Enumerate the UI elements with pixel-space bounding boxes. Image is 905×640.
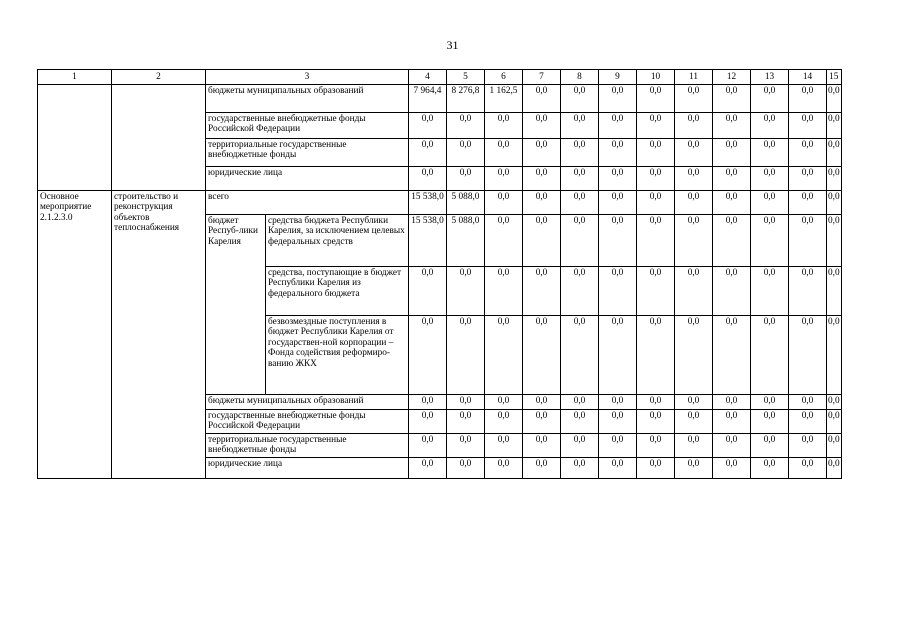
column-header: 8: [561, 70, 599, 85]
value-cell: 0,0: [637, 267, 675, 316]
value-cell: 0,0: [713, 85, 751, 113]
value-cell: 0,0: [789, 434, 827, 458]
column-header: 6: [485, 70, 523, 85]
value-cell: 0,0: [409, 267, 447, 316]
value-cell: 0,0: [675, 167, 713, 191]
value-cell: 0,0: [637, 85, 675, 113]
value-cell: 0,0: [599, 434, 637, 458]
value-cell: 0,0: [409, 113, 447, 139]
column-header: 7: [523, 70, 561, 85]
value-cell: 0,0: [827, 316, 842, 395]
value-cell: 0,0: [523, 458, 561, 479]
empty-cell: [38, 85, 112, 191]
source-label: государственные внебюджетные фонды Российской Федерации: [206, 113, 409, 139]
value-cell: 0,0: [561, 215, 599, 267]
value-cell: 0,0: [675, 395, 713, 410]
value-cell: 0,0: [675, 191, 713, 215]
value-cell: 0,0: [827, 267, 842, 316]
value-cell: 0,0: [523, 85, 561, 113]
value-cell: 0,0: [789, 113, 827, 139]
value-cell: 0,0: [789, 267, 827, 316]
source-label: юридические лица: [206, 167, 409, 191]
value-cell: 0,0: [675, 215, 713, 267]
value-cell: 0,0: [523, 167, 561, 191]
value-cell: 0,0: [789, 410, 827, 434]
value-cell: 0,0: [447, 395, 485, 410]
value-cell: 5 088,0: [447, 191, 485, 215]
value-cell: 0,0: [599, 85, 637, 113]
value-cell: 0,0: [789, 85, 827, 113]
source-label: территориальные государственные внебюджетные фонды: [206, 139, 409, 167]
page-number: 31: [446, 38, 459, 52]
value-cell: 0,0: [523, 113, 561, 139]
source-label: средства, поступающие в бюджет Республики Карелия из федерального бюджета: [266, 267, 409, 316]
value-cell: 0,0: [599, 191, 637, 215]
value-cell: 0,0: [789, 139, 827, 167]
value-cell: 0,0: [599, 113, 637, 139]
value-cell: 15 538,0: [409, 191, 447, 215]
value-cell: 0,0: [675, 458, 713, 479]
column-header: 2: [112, 70, 206, 85]
value-cell: 0,0: [409, 434, 447, 458]
table-row: [38, 85, 842, 113]
value-cell: 0,0: [447, 410, 485, 434]
value-cell: 0,0: [751, 215, 789, 267]
value-cell: 0,0: [409, 167, 447, 191]
table-row: [38, 191, 842, 215]
source-label: средства бюджета Республики Карелия, за исключением целевых федеральных средств: [266, 215, 409, 267]
value-cell: 0,0: [409, 410, 447, 434]
column-header: 4: [409, 70, 447, 85]
value-cell: 0,0: [561, 316, 599, 395]
value-cell: 0,0: [751, 113, 789, 139]
column-header: 3: [206, 70, 409, 85]
value-cell: 0,0: [713, 139, 751, 167]
value-cell: 0,0: [409, 395, 447, 410]
value-cell: 0,0: [827, 139, 842, 167]
value-cell: 0,0: [599, 215, 637, 267]
value-cell: 0,0: [561, 458, 599, 479]
value-cell: 0,0: [523, 267, 561, 316]
value-cell: 7 964,4: [409, 85, 447, 113]
value-cell: 0,0: [827, 410, 842, 434]
value-cell: 0,0: [637, 167, 675, 191]
value-cell: 0,0: [713, 395, 751, 410]
source-label: государственные внебюджетные фонды Российской Федерации: [206, 410, 409, 434]
value-cell: 0,0: [675, 85, 713, 113]
value-cell: 0,0: [485, 113, 523, 139]
value-cell: 0,0: [751, 191, 789, 215]
value-cell: 0,0: [827, 167, 842, 191]
source-label: юридические лица: [206, 458, 409, 479]
value-cell: 0,0: [675, 139, 713, 167]
value-cell: 0,0: [713, 316, 751, 395]
value-cell: 0,0: [789, 395, 827, 410]
value-cell: 0,0: [751, 395, 789, 410]
value-cell: 0,0: [485, 191, 523, 215]
value-cell: 0,0: [637, 410, 675, 434]
value-cell: 0,0: [675, 267, 713, 316]
value-cell: 0,0: [599, 458, 637, 479]
value-cell: 0,0: [637, 191, 675, 215]
value-cell: 0,0: [409, 139, 447, 167]
event-name: Основное мероприятие 2.1.2.3.0: [38, 191, 112, 479]
source-label: безвозмездные поступления в бюджет Республики Карелия от государствен-ной корпорации – Фонда содействия реформиро-ванию ЖКХ: [266, 316, 409, 395]
source-label: территориальные государственные внебюджетные фонды: [206, 434, 409, 458]
empty-cell: [112, 85, 206, 191]
value-cell: 0,0: [485, 316, 523, 395]
value-cell: 0,0: [789, 458, 827, 479]
value-cell: 0,0: [523, 410, 561, 434]
value-cell: 0,0: [523, 139, 561, 167]
value-cell: 0,0: [713, 113, 751, 139]
value-cell: 5 088,0: [447, 215, 485, 267]
column-header: 9: [599, 70, 637, 85]
value-cell: 0,0: [637, 139, 675, 167]
column-header: 14: [789, 70, 827, 85]
value-cell: 0,0: [485, 434, 523, 458]
column-header: 12: [713, 70, 751, 85]
value-cell: 0,0: [789, 167, 827, 191]
value-cell: 0,0: [675, 113, 713, 139]
event-description: строительство и реконструкция объектов теплоснабжения: [112, 191, 206, 479]
value-cell: 0,0: [561, 434, 599, 458]
value-cell: 0,0: [827, 434, 842, 458]
column-header: 1: [38, 70, 112, 85]
value-cell: 1 162,5: [485, 85, 523, 113]
value-cell: 0,0: [447, 113, 485, 139]
value-cell: 0,0: [637, 215, 675, 267]
value-cell: 0,0: [485, 215, 523, 267]
value-cell: 0,0: [675, 410, 713, 434]
value-cell: 0,0: [637, 458, 675, 479]
value-cell: 0,0: [485, 139, 523, 167]
value-cell: 0,0: [637, 434, 675, 458]
value-cell: 0,0: [751, 410, 789, 434]
value-cell: 0,0: [447, 267, 485, 316]
value-cell: 0,0: [599, 316, 637, 395]
value-cell: 0,0: [599, 139, 637, 167]
source-label: бюджеты муниципальных образований: [206, 395, 409, 410]
value-cell: 0,0: [447, 458, 485, 479]
value-cell: 0,0: [827, 215, 842, 267]
table-body: [38, 70, 842, 479]
value-cell: 0,0: [561, 85, 599, 113]
value-cell: 0,0: [637, 395, 675, 410]
value-cell: 0,0: [827, 85, 842, 113]
value-cell: 0,0: [523, 215, 561, 267]
value-cell: 0,0: [713, 434, 751, 458]
value-cell: 0,0: [409, 316, 447, 395]
source-label: бюджеты муниципальных образований: [206, 85, 409, 113]
value-cell: 0,0: [751, 85, 789, 113]
value-cell: 8 276,8: [447, 85, 485, 113]
value-cell: 0,0: [751, 139, 789, 167]
column-header: 5: [447, 70, 485, 85]
value-cell: 0,0: [713, 215, 751, 267]
value-cell: 0,0: [523, 434, 561, 458]
value-cell: 0,0: [827, 458, 842, 479]
value-cell: 0,0: [523, 395, 561, 410]
value-cell: 0,0: [485, 267, 523, 316]
value-cell: 0,0: [789, 316, 827, 395]
value-cell: 0,0: [561, 395, 599, 410]
value-cell: 0,0: [561, 167, 599, 191]
value-cell: 0,0: [675, 434, 713, 458]
value-cell: 0,0: [713, 267, 751, 316]
column-header: 15: [827, 70, 842, 85]
value-cell: 0,0: [447, 316, 485, 395]
value-cell: 0,0: [599, 267, 637, 316]
header-row: [38, 70, 842, 85]
value-cell: 0,0: [751, 434, 789, 458]
value-cell: 0,0: [827, 113, 842, 139]
source-label: всего: [206, 191, 409, 215]
value-cell: 0,0: [561, 191, 599, 215]
column-header: 11: [675, 70, 713, 85]
value-cell: 0,0: [599, 167, 637, 191]
value-cell: 0,0: [447, 139, 485, 167]
value-cell: 0,0: [561, 139, 599, 167]
value-cell: 0,0: [675, 316, 713, 395]
value-cell: 0,0: [409, 458, 447, 479]
value-cell: 15 538,0: [409, 215, 447, 267]
value-cell: 0,0: [485, 410, 523, 434]
value-cell: 0,0: [713, 191, 751, 215]
value-cell: 0,0: [751, 167, 789, 191]
value-cell: 0,0: [713, 410, 751, 434]
value-cell: 0,0: [485, 458, 523, 479]
value-cell: 0,0: [713, 167, 751, 191]
value-cell: 0,0: [599, 395, 637, 410]
value-cell: 0,0: [789, 215, 827, 267]
value-cell: 0,0: [751, 316, 789, 395]
value-cell: 0,0: [561, 267, 599, 316]
column-header: 10: [637, 70, 675, 85]
budget-group-label: бюджет Респуб-лики Карелия: [206, 215, 266, 395]
value-cell: 0,0: [599, 410, 637, 434]
value-cell: 0,0: [637, 113, 675, 139]
value-cell: 0,0: [827, 191, 842, 215]
value-cell: 0,0: [485, 167, 523, 191]
value-cell: 0,0: [561, 410, 599, 434]
value-cell: 0,0: [637, 316, 675, 395]
value-cell: 0,0: [523, 191, 561, 215]
value-cell: 0,0: [713, 458, 751, 479]
budget-table: [37, 69, 842, 479]
value-cell: 0,0: [523, 316, 561, 395]
value-cell: 0,0: [485, 395, 523, 410]
value-cell: 0,0: [751, 458, 789, 479]
value-cell: 0,0: [447, 434, 485, 458]
value-cell: 0,0: [447, 167, 485, 191]
value-cell: 0,0: [827, 395, 842, 410]
value-cell: 0,0: [789, 191, 827, 215]
column-header: 13: [751, 70, 789, 85]
value-cell: 0,0: [561, 113, 599, 139]
value-cell: 0,0: [751, 267, 789, 316]
